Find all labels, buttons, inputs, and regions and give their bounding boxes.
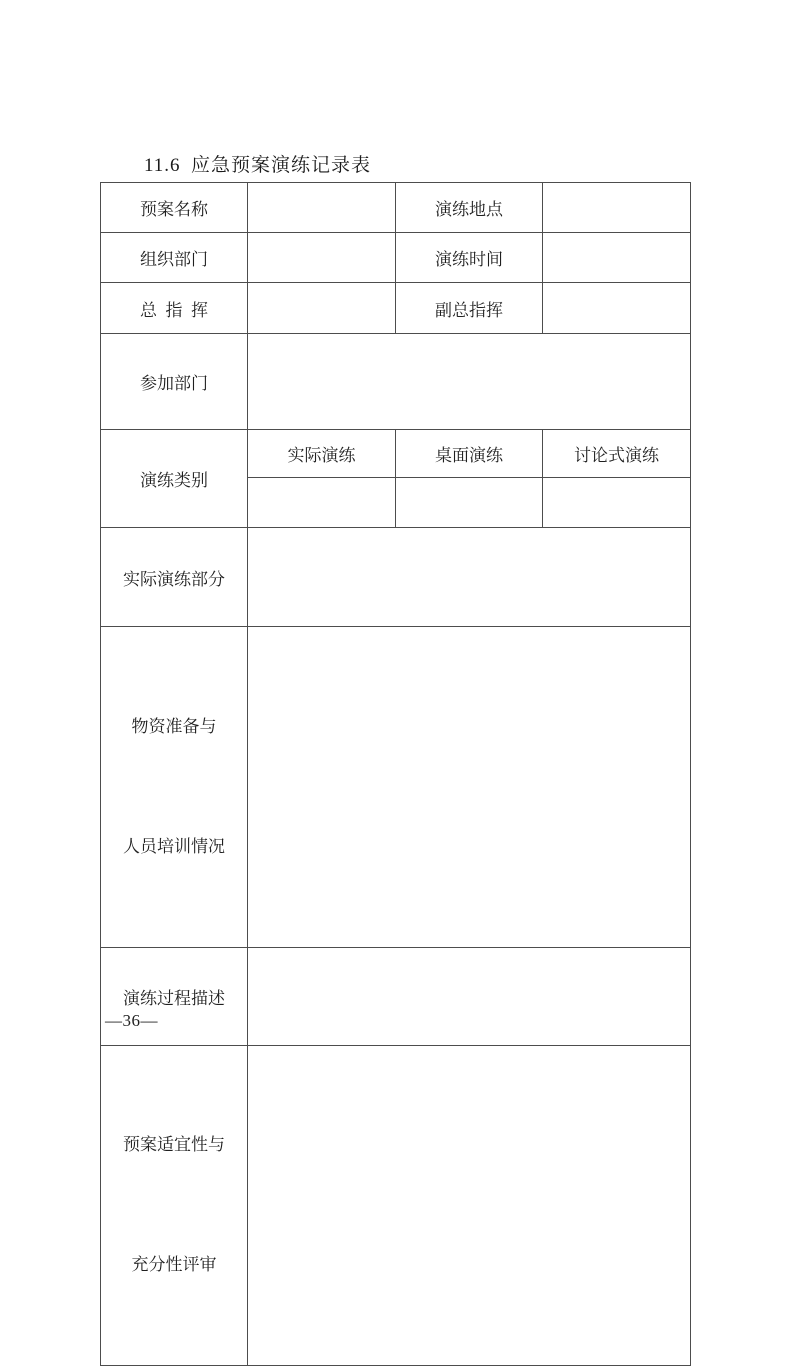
material-prep-value-cell xyxy=(248,627,691,948)
page-number: —36— xyxy=(105,1011,158,1030)
participating-depts-value-cell xyxy=(248,334,691,430)
deputy-commander-label: 副总指挥 xyxy=(396,283,543,334)
table-row-organizing-dept xyxy=(101,233,691,283)
table-row-drill-category-header xyxy=(101,430,691,478)
participating-depts-label: 参加部门 xyxy=(101,334,248,430)
table-row-process-description xyxy=(101,947,691,1045)
category-discussion-label: 讨论式演练 xyxy=(543,430,691,478)
actual-drill-part-value-cell xyxy=(248,528,691,627)
drill-category-label: 演练类别 xyxy=(101,430,248,528)
suitability-review-value-cell xyxy=(248,1045,691,1366)
drill-record-table xyxy=(100,182,691,1366)
suitability-review-label-line2: 充分性评审 xyxy=(131,1255,217,1275)
table-row-material-prep xyxy=(101,627,691,948)
table-row-commander xyxy=(101,283,691,334)
plan-name-label: 预案名称 xyxy=(101,183,248,233)
material-prep-label-line1: 物资准备与 xyxy=(131,716,217,736)
chief-commander-value-cell xyxy=(248,283,396,334)
plan-name-value-cell xyxy=(248,183,396,233)
table-row-suitability-review xyxy=(101,1045,691,1366)
organizing-dept-value-cell xyxy=(248,233,396,283)
material-prep-label-line2: 人员培训情况 xyxy=(123,836,225,856)
category-tabletop-value-cell xyxy=(396,478,543,528)
drill-location-value-cell xyxy=(543,183,691,233)
table-row-participating-depts xyxy=(101,334,691,430)
process-description-value-cell xyxy=(248,947,691,1045)
section-title: 11.6 应急预案演练记录表 xyxy=(144,155,372,176)
category-tabletop-label: 桌面演练 xyxy=(396,430,543,478)
drill-time-value-cell xyxy=(543,233,691,283)
drill-location-label: 演练地点 xyxy=(396,183,543,233)
drill-time-label: 演练时间 xyxy=(396,233,543,283)
category-discussion-value-cell xyxy=(543,478,691,528)
organizing-dept-label: 组织部门 xyxy=(101,233,248,283)
suitability-review-label xyxy=(101,1045,248,1366)
category-actual-label: 实际演练 xyxy=(248,430,396,478)
deputy-commander-value-cell xyxy=(543,283,691,334)
suitability-review-label-line1: 预案适宜性与 xyxy=(123,1135,225,1155)
table-row-actual-drill-part xyxy=(101,528,691,627)
table-row-plan-name xyxy=(101,183,691,233)
material-prep-label xyxy=(101,627,248,948)
chief-commander-label: 总 指 挥 xyxy=(101,283,248,334)
actual-drill-part-label: 实际演练部分 xyxy=(101,528,248,627)
category-actual-value-cell xyxy=(248,478,396,528)
process-description-label: 演练过程描述 xyxy=(101,947,248,1045)
